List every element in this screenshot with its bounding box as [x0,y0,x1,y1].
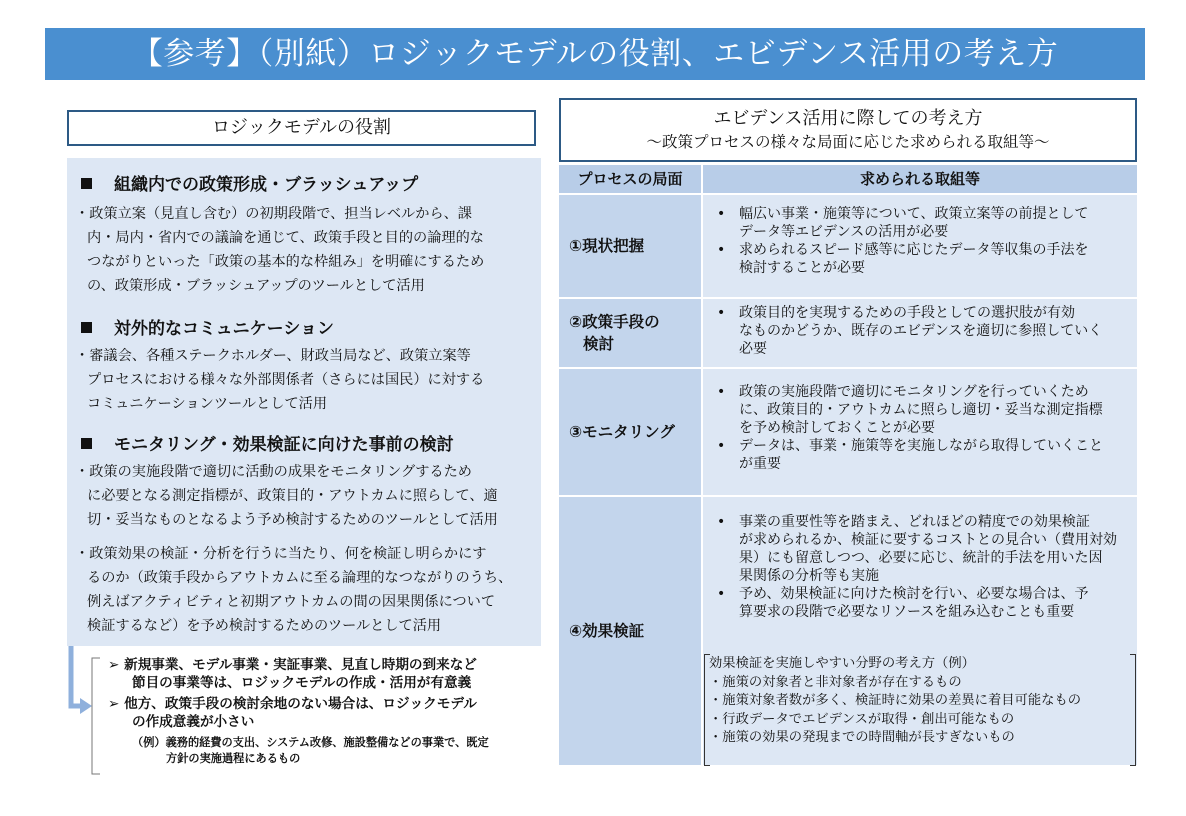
logic-model-notes: ➢ 新規事業、モデル事業・実証事業、見直し時期の到来など 節目の事業等は、ロジックモデルの作成・活用が有意義 ➢ 他方、政策手段の検討余地のない場合は、ロジックモデル の作成意義が小さい （例）義務的経費の支出、システム改修、施設整備などの事業で、既定 方針の実施過程にあるもの [108,656,548,767]
phase-cell: ③モニタリング [559,369,701,495]
example-note: （例）義務的経費の支出、システム改修、施設整備などの事業で、既定 方針の実施過程にあるもの [132,736,489,765]
list-item: ・行政データでエビデンスが取得・創出可能なもの [709,711,1015,727]
column-header: プロセスの局面 [559,165,701,193]
requirement-cell: • 事業の重要性等を踏まえ、どれほどの精度での効果検証 が求められるか、検証に要するコストとの見合い（費用対効 果）にも留意しつつ、必要に応じ、統計的手法を用いた因 果関係の分析等も実施 • 予め、効果検証に向けた検討を行い、必要な場合は、予 算要求の段階で必要なリソースを組み込むことも重要 [703,497,1137,765]
section-title: モニタリング・効果検証に向けた事前の検討 [81,430,454,455]
section-paragraph: ・政策効果の検証・分析を行うに当たり、何を検証し明らかにす るのか（政策手段からアウトカムに至る論理的なつながりのうち、 例えばアクティビティと初期アウトカムの間の因果関係について 検証するなど）を予め検討するためのツールとして活用 [75,546,513,634]
effect-verification-examples-box: 効果検証を実施しやすい分野の考え方（例） ・施策の対象者と非対象者が存在するもの ・施策対象者数が多く、検証時に効果の差異に着目可能なもの ・行政データでエビデンスが取得・創出可能なもの ・施策の効果の発現までの時間軸が長すぎないもの [704,654,1136,766]
list-item: ・施策の対象者と非対象者が存在するもの [709,674,962,690]
section-paragraph: ・審議会、各種ステークホルダー、財政当局など、政策立案等 プロセスにおける様々な外部関係者（さらには国民）に対する コミュニケーションツールとして活用 [75,348,485,412]
section-title: 対外的なコミュニケーション [81,314,334,339]
column-header: 求められる取組等 [703,165,1137,193]
requirement-cell: • 政策の実施段階で適切にモニタリングを行っていくため に、政策目的・アウトカムに照らし適切・妥当な測定指標 を予め検討しておくことが必要 • データは、事業・施策等を実施しながら取得していくこと が重要 [703,369,1137,495]
requirement-cell: • 政策目的を実現するための手段としての選択肢が有効 なものかどうか、既存のエビデンスを適切に参照していく 必要 [703,299,1137,367]
section-paragraph: ・政策立案（見直し含む）の初期段階で、担当レベルから、課 内・局内・省内での議論を通じて、政策手段と目的の論理的な つながりといった「政策の基本的な枠組み」を明確にするため の、政策形成・ブラッシュアップのツールとして活用 [75,206,485,294]
evidence-header: エビデンス活用に際しての考え方 ～政策プロセスの様々な局面に応じた求められる取組等～ [559,98,1137,162]
bracket-right-icon [1130,654,1136,766]
phase-cell: ④効果検証 [559,497,701,765]
page-title-banner: 【参考】（別紙）ロジックモデルの役割、エビデンス活用の考え方 [45,28,1145,80]
phase-cell: ②政策手段の 検討 [559,299,701,367]
bracket-arrow-icon [68,646,108,776]
list-item: ・施策対象者数が多く、検証時に効果の差異に着目可能なもの [709,693,1082,708]
section-title: 組織内での政策形成・ブラッシュアップ [81,170,418,195]
square-bullet-icon [81,178,92,189]
requirement-cell: • 幅広い事業・施策等について、政策立案等の前提として データ等エビデンスの活用が必要 • 求められるスピード感等に応じたデータ等収集の手法を 検討することが必要 [703,195,1137,297]
section-paragraph: ・政策の実施段階で適切に活動の成果をモニタリングするため に必要となる測定指標が、政策目的・アウトカムに照らして、適 切・妥当なものとなるよう予め検討するためのツールとして活用 [75,464,498,528]
square-bullet-icon [81,322,92,333]
note-item: ➢ 新規事業、モデル事業・実証事業、見直し時期の到来など [108,657,477,673]
phase-cell: ①現状把握 [559,195,701,297]
square-bullet-icon [81,438,92,449]
logic-model-role-header: ロジックモデルの役割 [67,110,536,146]
list-item: ・施策の効果の発現までの時間軸が長すぎないもの [709,730,1015,745]
bracket-left-icon [704,654,710,766]
note-item: ➢ 他方、政策手段の検討余地のない場合は、ロジックモデル [108,696,477,712]
logic-model-role-panel [67,158,541,646]
